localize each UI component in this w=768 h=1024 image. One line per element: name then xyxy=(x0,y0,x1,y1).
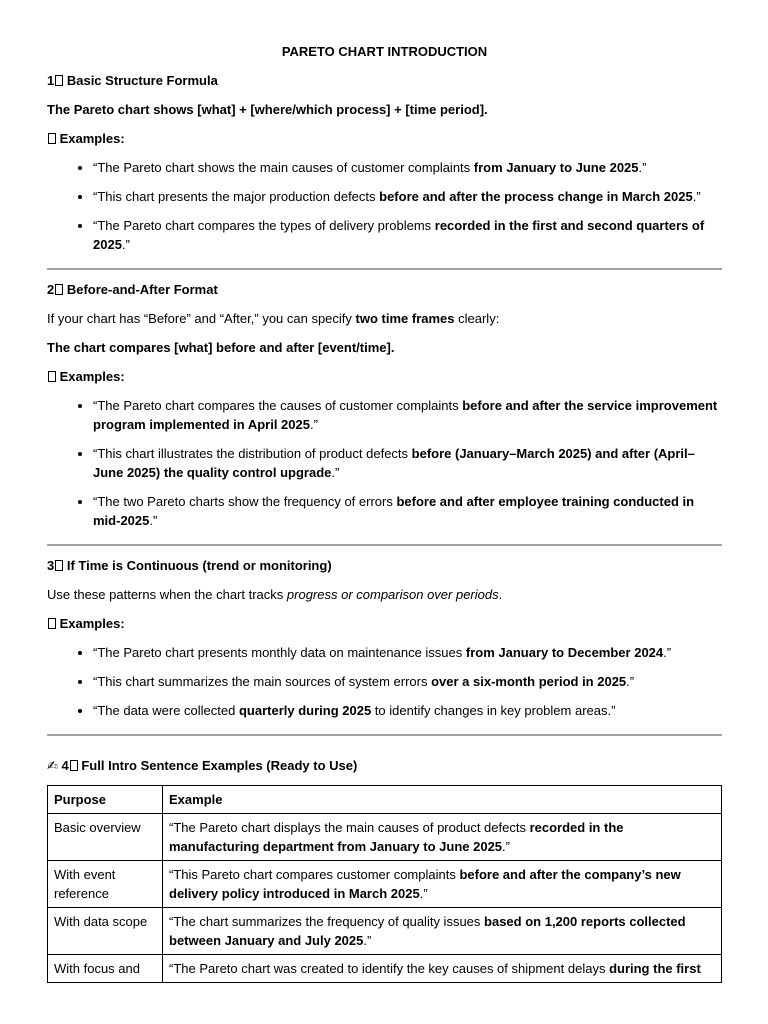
section-4-heading: ✍ 4 Full Intro Sentence Examples (Ready to Use) xyxy=(47,758,358,773)
section-3-heading: 3 If Time is Continuous (trend or monitoring) xyxy=(47,558,332,573)
section-1-formula: The Pareto chart shows [what] + [where/which process] + [time period]. xyxy=(47,102,488,117)
missing-glyph-icon xyxy=(48,371,56,382)
list-item: • “The two Pareto charts show the frequency of errors before and after employee training conducted in mid-2025.” xyxy=(93,492,722,530)
section-divider xyxy=(47,268,722,270)
pencil-icon: ✍ xyxy=(47,758,58,773)
section-3-intro: Use these patterns when the chart tracks progress or comparison over periods. xyxy=(47,587,503,602)
column-header-example: Example xyxy=(163,786,722,814)
table-row xyxy=(48,814,722,861)
section-1-example-list xyxy=(47,158,722,254)
table-row xyxy=(48,955,722,983)
page-title: PARETO CHART INTRODUCTION xyxy=(281,44,488,59)
section-2-example-list xyxy=(47,396,722,530)
section-divider xyxy=(47,544,722,546)
list-item: • “The Pareto chart shows the main causes of customer complaints from January to June 2025.” xyxy=(93,158,722,177)
table-header-row xyxy=(48,786,722,814)
purpose-cell: With data scope xyxy=(48,908,163,955)
section-1-examples-label: Examples: xyxy=(47,129,722,148)
example-cell: “This Pareto chart compares customer complaints before and after the company’s new delivery policy introduced in March 2025.” xyxy=(163,861,722,908)
section-divider xyxy=(47,734,722,736)
example-cell: “The chart summarizes the frequency of quality issues based on 1,200 reports collected between January and July 2025.” xyxy=(163,908,722,955)
example-cell: “The Pareto chart was created to identify the key causes of shipment delays during the first xyxy=(163,955,722,983)
list-item: • “The Pareto chart compares the causes of customer complaints before and after the service improvement program implemented in April 2025.” xyxy=(93,396,722,434)
list-item: • “The Pareto chart compares the types of delivery problems recorded in the first and second quarters of 2025.” xyxy=(93,216,722,254)
list-item: • “The data were collected quarterly during 2025 to identify changes in key problem areas.” xyxy=(93,701,722,720)
section-2-formula: The chart compares [what] before and after [event/time]. xyxy=(47,340,395,355)
purpose-cell: With event reference xyxy=(48,861,163,908)
missing-glyph-icon xyxy=(70,760,78,771)
section-3-example-list xyxy=(47,643,722,720)
column-header-purpose: Purpose xyxy=(48,786,163,814)
list-item: • “The Pareto chart presents monthly data on maintenance issues from January to December 2024.” xyxy=(93,643,722,662)
section-3-examples-label: Examples: xyxy=(47,614,722,633)
missing-glyph-icon xyxy=(48,133,56,144)
list-item: • “This chart summarizes the main sources of system errors over a six-month period in 2025.” xyxy=(93,672,722,691)
section-2-intro: If your chart has “Before” and “After,” you can specify two time frames clearly: xyxy=(47,311,500,326)
document-body xyxy=(47,42,722,983)
list-item: • “This chart presents the major production defects before and after the process change in March 2025.” xyxy=(93,187,722,206)
missing-glyph-icon xyxy=(48,618,56,629)
purpose-cell: Basic overview xyxy=(48,814,163,861)
table-row xyxy=(48,861,722,908)
examples-table xyxy=(47,785,722,983)
purpose-cell: With focus and xyxy=(48,955,163,983)
section-2-examples-label: Examples: xyxy=(47,367,722,386)
list-item: • “This chart illustrates the distribution of product defects before (January–March 2025) and after (April–June 2025) the quality control upgrade.” xyxy=(93,444,722,482)
example-cell: “The Pareto chart displays the main causes of product defects recorded in the manufacturing department from January to June 2025.” xyxy=(163,814,722,861)
table-row xyxy=(48,908,722,955)
section-2-heading: 2 Before-and-After Format xyxy=(47,282,218,297)
section-1-heading: 1 Basic Structure Formula xyxy=(47,73,218,88)
